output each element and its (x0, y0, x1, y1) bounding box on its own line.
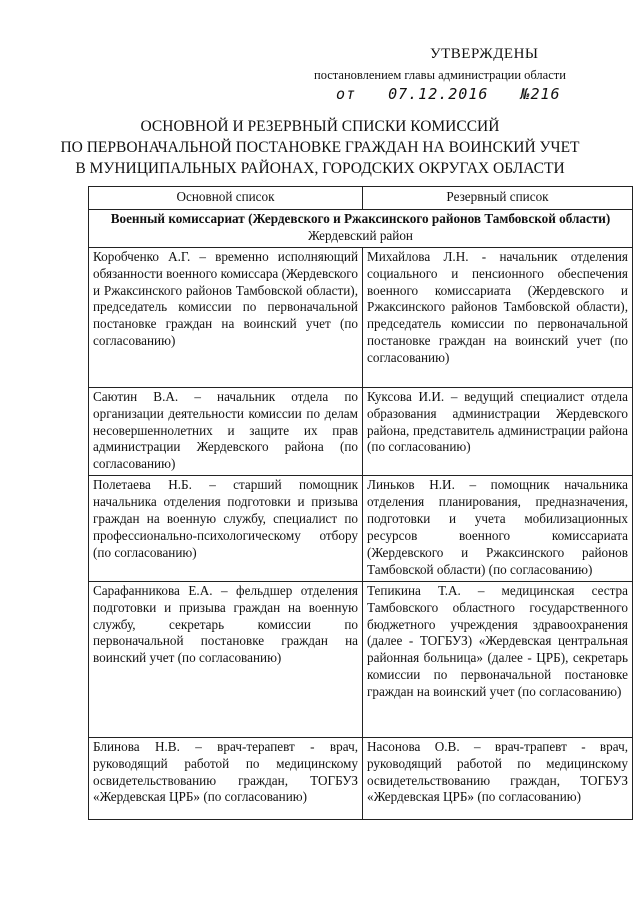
approval-block (300, 46, 630, 103)
table-header-row (89, 187, 633, 210)
main-member: Сарафанникова Е.А. – фельдшер отделения подготовки и призыва граждан на военную службу, секретарь комиссии по первоначальной постановке граждан на воинский учет (по согласованию) (89, 581, 363, 737)
table-row (89, 476, 633, 581)
main-member: Полетаева Н.Б. – старший помощник начальника отделения подготовки и призыва граждан на военную службу, специалист по профессионально-психологическому отбору (по согласованию) (89, 476, 363, 581)
reserve-member: Куксова И.И. – ведущий специалист отдела образования администрации Жердевского района, представитель администрации района (по согласованию) (363, 387, 633, 476)
reserve-member: Насонова О.В. – врач-трапевт - врач, руководящий работой по медицинскому освидетельствованию граждан, ТОГБУЗ «Жердевская ЦРБ» (по согласованию) (363, 737, 633, 819)
reserve-member: Михайлова Л.Н. - начальник отделения социального и пенсионного обеспечения военного комиссариата (Жердевского и Ржаксинского районов Тамбовской области), председатель комиссии по первоначальной постановке граждан на воинский учет (по согласованию) (363, 247, 633, 387)
table-row (89, 737, 633, 819)
table-row (89, 387, 633, 476)
main-member: Саютин В.А. – начальник отдела по организации деятельности комиссии по делам несовершеннолетних и защите их прав администрации Жердевского района (по согласованию) (89, 387, 363, 476)
reserve-member: Тепикина Т.А. – медицинская сестра Тамбовского областного государственного бюджетного учреждения здравоохранения (далее - ТОГБУЗ) «Жердевская центральная районная больница» (далее - ЦРБ), секретарь комиссии по первоначальной постановке граждан на воинский учет (по согласованию) (363, 581, 633, 737)
header-main-list: Основной список (89, 187, 363, 210)
decree-date: 07.12.2016 (388, 85, 489, 103)
section-row (89, 209, 633, 247)
handwritten-date-number (336, 85, 630, 103)
decree-line: постановлением главы администрации области (314, 68, 566, 82)
table-row (89, 247, 633, 387)
title-line-1: ОСНОВНОЙ И РЕЗЕРВНЫЙ СПИСКИ КОМИССИЙ (140, 118, 500, 135)
section-organization: Военный комиссариат (Жердевского и Ржаксинского районов Тамбовской области) (110, 210, 611, 226)
section-cell (89, 209, 633, 247)
main-member: Коробченко А.Г. – временно исполняющий обязанности военного комиссара (Жердевского и Ржаксинского районов Тамбовской области), председатель комиссии по первоначальной постановке граждан на воинский учет (по согласованию) (89, 247, 363, 387)
commission-table (88, 186, 633, 820)
table-row (89, 581, 633, 737)
section-district: Жердевский район (308, 227, 413, 243)
header-reserve-list: Резервный список (363, 187, 633, 210)
title-line-3: В МУНИЦИПАЛЬНЫХ РАЙОНАХ, ГОРОДСКИХ ОКРУГАХ ОБЛАСТИ (75, 160, 565, 177)
approved-heading: УТВЕРЖДЕНЫ (430, 46, 539, 62)
date-label: от (336, 85, 357, 103)
decree-number: №216 (520, 85, 561, 103)
page-title (0, 116, 640, 179)
reserve-member: Линьков Н.И. – помощник начальника отделения планирования, предназначения, подготовки и учета мобилизационных ресурсов военного комиссариата (Жердевского и Ржаксинского районов Тамбовской области) (по согласованию) (363, 476, 633, 581)
main-member: Блинова Н.В. – врач-терапевт - врач, руководящий работой по медицинскому освидетельствованию граждан, ТОГБУЗ «Жердевская ЦРБ» (по согласованию) (89, 737, 363, 819)
title-line-2: ПО ПЕРВОНАЧАЛЬНОЙ ПОСТАНОВКЕ ГРАЖДАН НА ВОИНСКИЙ УЧЕТ (60, 139, 580, 156)
